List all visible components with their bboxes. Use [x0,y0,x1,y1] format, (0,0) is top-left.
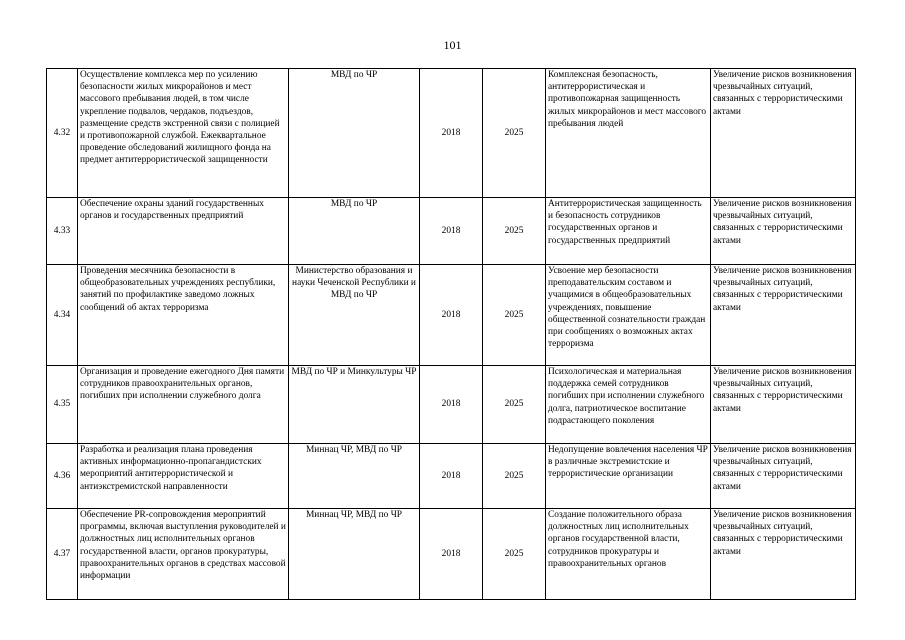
end-year-cell: 2025 [483,265,546,366]
result-cell: Психологическая и материальная поддержка семей сотрудников погибших при исполнении служебного долга, патриотическое воспитание подрастающего поколения [546,366,711,444]
table-row [47,509,856,600]
end-year-cell: 2025 [483,69,546,198]
consequence-cell: Увеличение рисков возникновения чрезвычайных ситуаций, связанных с террористическими актами [711,444,856,509]
start-year-cell: 2018 [420,69,483,198]
end-year-cell: 2025 [483,198,546,265]
executor-cell: Миннац ЧР, МВД по ЧР [289,509,420,600]
table-row [47,198,856,265]
table-row [47,366,856,444]
consequence-cell: Увеличение рисков возникновения чрезвычайных ситуаций, связанных с террористическими актами [711,265,856,366]
measure-cell: Обеспечение PR-сопровождения мероприятий программы, включая выступления руководителей и должностных лиц исполнительных органов государственной власти, органов прокуратуры, правоохранительных органов в средствах массовой информации [78,509,289,600]
consequence-cell: Увеличение рисков возникновения чрезвычайных ситуаций, связанных с террористическими актами [711,366,856,444]
page-number: 101 [443,38,462,52]
row-number: 4.36 [47,444,78,509]
end-year-cell: 2025 [483,444,546,509]
start-year-cell: 2018 [420,509,483,600]
row-number: 4.37 [47,509,78,600]
executor-cell: Миннац ЧР, МВД по ЧР [289,444,420,509]
consequence-cell: Увеличение рисков возникновения чрезвычайных ситуаций, связанных с террористическими актами [711,69,856,198]
result-cell: Недопущение вовлечения населения ЧР в различные экстремистские и террористические организации [546,444,711,509]
row-number: 4.34 [47,265,78,366]
executor-cell: МВД по ЧР [289,198,420,265]
measure-cell: Проведения месячника безопасности в общеобразовательных учреждениях республики, занятий по профилактике заведомо ложных сообщений об актах терроризма [78,265,289,366]
measure-cell: Разработка и реализация плана проведения активных информационно-пропагандистских мероприятий антитеррористической и антиэкстремистской направленности [78,444,289,509]
table-row [47,69,856,198]
executor-cell: МВД по ЧР [289,69,420,198]
result-cell: Комплексная безопасность, антитеррористическая и противопожарная защищенность жилых микрорайонов и мест массового пребывания людей [546,69,711,198]
consequence-cell: Увеличение рисков возникновения чрезвычайных ситуаций, связанных с террористическими актами [711,509,856,600]
executor-cell: Министерство образования и науки Чеченской Республики и МВД по ЧР [289,265,420,366]
start-year-cell: 2018 [420,265,483,366]
end-year-cell: 2025 [483,366,546,444]
row-number: 4.33 [47,198,78,265]
measures-table [46,68,856,600]
row-number: 4.35 [47,366,78,444]
result-cell: Усвоение мер безопасности преподавательским составом и учащимися в общеобразовательных учреждениях, повышение общественной сознательности граждан при сообщениях о возможных актах терроризма [546,265,711,366]
table-row [47,265,856,366]
result-cell: Создание положительного образа должностных лиц исполнительных органов государственной власти, сотрудников прокуратуры и правоохранительных органов [546,509,711,600]
table-row [47,444,856,509]
consequence-cell: Увеличение рисков возникновения чрезвычайных ситуаций, связанных с террористическими актами [711,198,856,265]
result-cell: Антитеррористическая защищенность и безопасность сотрудников государственных органов и государственных предприятий [546,198,711,265]
measure-cell: Обеспечение охраны зданий государственных органов и государственных предприятий [78,198,289,265]
start-year-cell: 2018 [420,444,483,509]
measure-cell: Осуществление комплекса мер по усилению безопасности жилых микрорайонов и мест массового пребывания людей, в том числе укрепление подвалов, чердаков, подъездов, размещение средств экстренной связи с полицией и противопожарной службой. Ежеквартальное проведение обследований жилищного фонда на предмет антитеррористической защищенности [78,69,289,198]
start-year-cell: 2018 [420,198,483,265]
measure-cell: Организация и проведение ежегодного Дня памяти сотрудников правоохранительных органов, погибших при исполнении служебного долга [78,366,289,444]
executor-cell: МВД по ЧР и Минкультуры ЧР [289,366,420,444]
row-number: 4.32 [47,69,78,198]
end-year-cell: 2025 [483,509,546,600]
start-year-cell: 2018 [420,366,483,444]
